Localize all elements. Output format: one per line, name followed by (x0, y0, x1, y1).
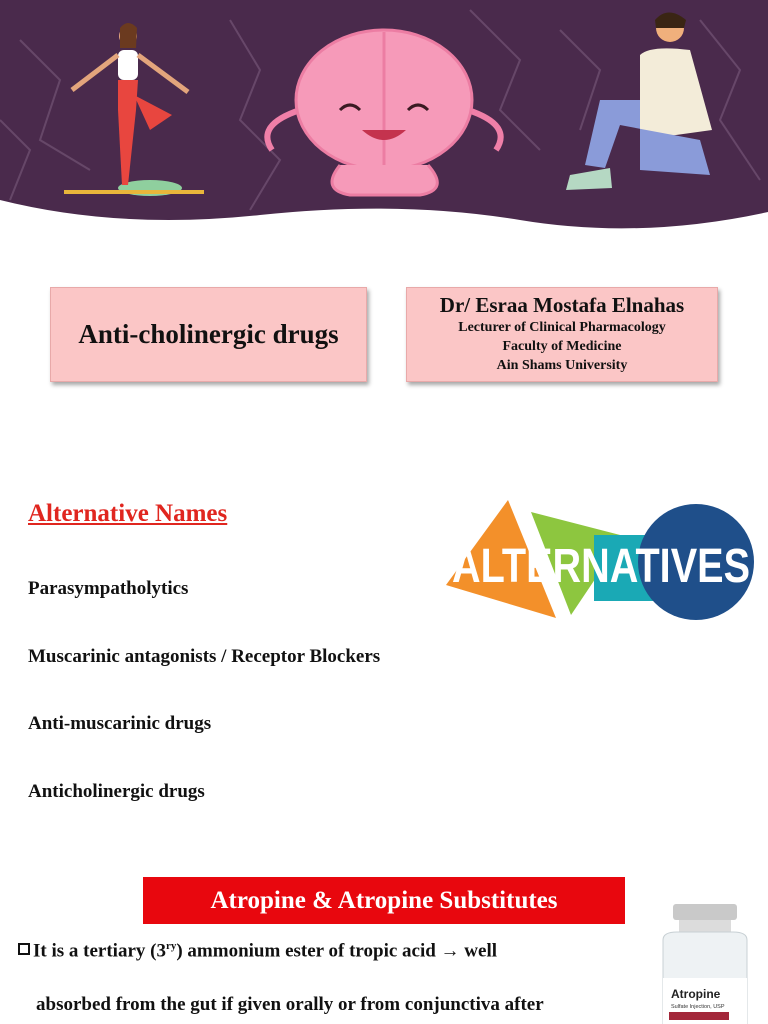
author-faculty: Faculty of Medicine (502, 339, 622, 354)
atropine-heading-bar (143, 877, 625, 924)
alternative-names-heading: Alternative Names (28, 500, 228, 527)
slide-title: Anti-cholinergic drugs (78, 319, 339, 349)
list-item: Parasympatholytics (28, 578, 189, 599)
alternatives-logo (446, 500, 756, 624)
author-name: Dr/ Esraa Mostafa Elnahas (439, 293, 685, 317)
list-item: Muscarinic antagonists / Receptor Blockers (28, 646, 381, 667)
bullet-line-2: absorbed from the gut if given orally or from conjunctiva after (36, 994, 544, 1015)
list-item: Anticholinergic drugs (28, 781, 205, 802)
vial-label: Atropine (671, 987, 721, 1001)
vial-sublabel: Sulfate Injection, USP (671, 1004, 725, 1010)
atropine-heading: Atropine & Atropine Substitutes (210, 886, 558, 914)
header-banner (0, 0, 768, 250)
logo-text: ALTERNATIVES (452, 540, 750, 593)
slide-title-box (50, 287, 367, 382)
atropine-vial-image (655, 900, 755, 1024)
list-item: Anti-muscarinic drugs (28, 713, 212, 734)
bullet-line-1: It is a tertiary $(3^{ry})$ ammonium ester of tropic acid → well (18, 940, 497, 962)
author-university: Ain Shams University (496, 358, 628, 373)
author-box (406, 287, 718, 382)
checkbox-bullet-icon (18, 943, 30, 955)
author-position: Lecturer of Clinical Pharmacology (458, 320, 666, 335)
